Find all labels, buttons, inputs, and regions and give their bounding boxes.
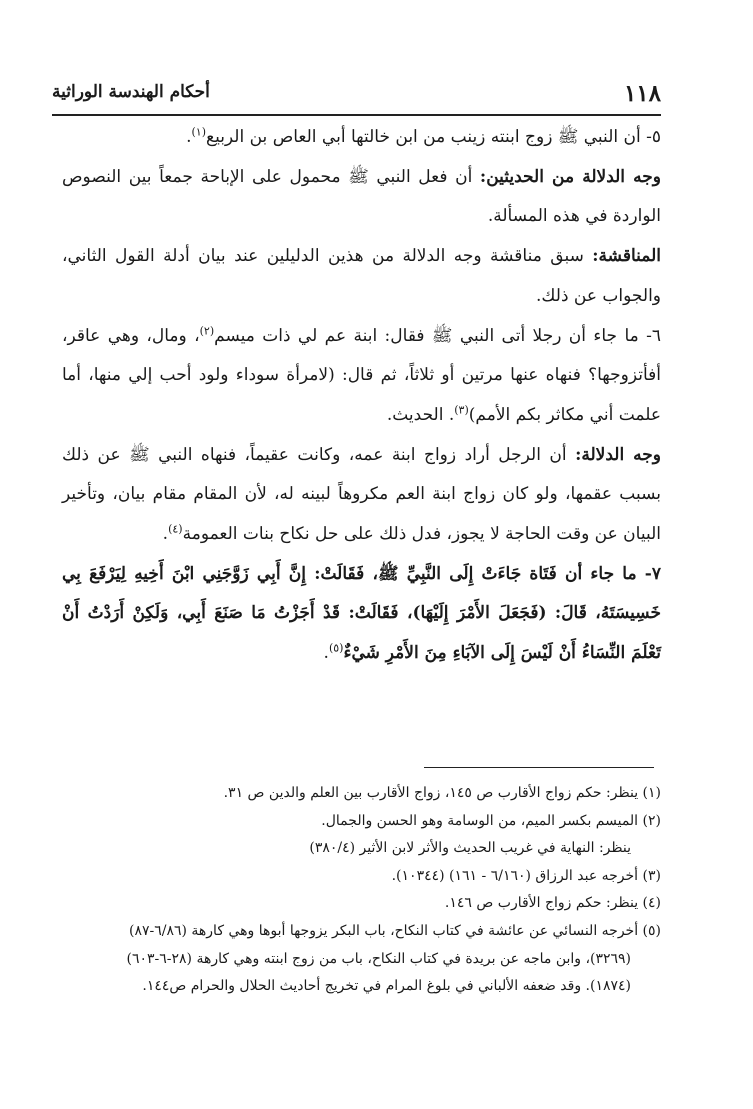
footnote-1: (١) ينظر: حكم زواج الأقارب ص ١٤٥، زواج الأقارب بين العلم والدين ص ٣١. (223, 785, 661, 801)
footnote-ref: (٢) (199, 323, 215, 337)
footnote-ref: (٥) (328, 641, 344, 655)
paragraph-point-5 (62, 118, 661, 158)
footnote-3: (٣) أخرجه عبد الرزاق (٦/١٦٠ - ١٦١) (١٠٣٤٤). (391, 867, 661, 884)
footnotes (62, 780, 661, 1001)
footnote-4: (٤) ينظر: حكم زواج الأقارب ص ١٤٦. (444, 895, 661, 912)
footnote-5: (٥) أخرجه النسائي عن عائشة في كتاب النكاح، باب البكر يزوجها أبوها وهي كارهة (٦/٨٦-٨٧) (128, 922, 661, 939)
footnote-ref: (٣) (454, 403, 469, 417)
paragraph-end: . (186, 127, 192, 147)
page-header (52, 74, 661, 116)
hadith-quote: (فَجَعَلَ الأَمْرَ إِلَيْهَا) (412, 603, 547, 624)
section-lead: وجه الدلالة من الحديثين: (479, 166, 661, 187)
main-text (62, 118, 661, 674)
footnote-2-continued: ينظر: النهاية في غريب الحديث والأثر لابن الأثير (٣٨٠/٤) (309, 840, 631, 857)
paragraph-end: . (323, 643, 329, 664)
hadith-text: ، فَقَالَتْ: قَدْ أَجَزْتُ مَا صَنَعَ أَبِي، وَلَكِنْ أَرَدْتُ أَنْ تَعْلَمَ النِّسَاءُ أَنْ لَيْسَ إِلَى الآبَاءِ مِنَ الأَمْرِ شَيْءٌ (62, 603, 661, 664)
paragraph-discussion (62, 237, 661, 316)
paragraph-text: ٥- أن النبي ﷺ زوج ابنته زينب من ابن خالتها أبي العاص بن الربيع (206, 127, 661, 147)
footnote-ref: (١) (191, 125, 207, 139)
paragraph-point-7 (62, 555, 661, 674)
footnote-divider (424, 767, 654, 768)
paragraph-evidence-two-hadiths (62, 158, 661, 237)
paragraph-text: ، ومال، وهي عاقر، أفأتزوجها؟ فنهاه عنها مرتين أو ثلاثاً، ثم قال: (لامرأة سوداء ولود أحب إلي منها، أما علمت أني مكاثر بكم الأمم) (62, 325, 661, 425)
footnote-ref: (٤) (168, 522, 183, 536)
paragraph-point-6 (62, 317, 661, 436)
hadith-text: ٧- ما جاء أن فَتَاة جَاءَتْ إِلَى النَّبِيِّ ﷺ، فَقَالَتْ: إِنَّ أَبِي زَوَّجَنِي ابْنَ أَخِيهِ لِيَرْفَعَ بِي خَسِيسَتَهُ، قَالَ: (62, 563, 661, 624)
running-title: أحكام الهندسة الوراثية (52, 82, 210, 102)
paragraph-end: . (162, 524, 169, 545)
section-lead: المناقشة: (592, 246, 661, 267)
paragraph-text: سبق مناقشة وجه الدلالة من هذين الدليلين عند بيان أدلة القول الثاني، والجواب عن ذلك. (62, 246, 661, 306)
paragraph-text: أن الرجل أراد زواج ابنة عمه، وكانت عقيماً، فنهاه النبي ﷺ عن ذلك بسبب عقمها، ولو كان زواج ابنة العم مكروهاً لبينه له، لأن المقام مقام بيان، وتأخير البيان عن وقت الحاجة لا يجوز، فدل ذلك على حل نكاح بنات العمومة (62, 444, 661, 545)
footnote-5-continued: (٣٢٦٩)، وابن ماجه عن بريدة في كتاب النكاح، باب من زوج ابنته وهي كارهة (٢٨-٦-٦٠٣) (126, 950, 631, 967)
page-number: ١١٨ (623, 80, 661, 107)
section-lead: وجه الدلالة: (575, 444, 661, 465)
paragraph-text: أن فعل النبي ﷺ محمول على الإباحة جمعاً بين النصوص الواردة في هذه المسألة. (62, 166, 661, 227)
paragraph-text: . الحديث. (386, 404, 455, 425)
footnote-5-continued: (١٨٧٤). وقد ضعفه الألباني في بلوغ المرام في تخريج أحاديث الحلال والحرام ص١٤٤. (142, 978, 631, 995)
footnote-2: (٢) الميسم بكسر الميم، من الوسامة وهو الحسن والجمال. (321, 812, 661, 829)
paragraph-evidence (62, 436, 661, 555)
paragraph-text: ٦- ما جاء أن رجلا أتى النبي ﷺ فقال: ابنة عم لي ذات ميسم (214, 325, 661, 346)
